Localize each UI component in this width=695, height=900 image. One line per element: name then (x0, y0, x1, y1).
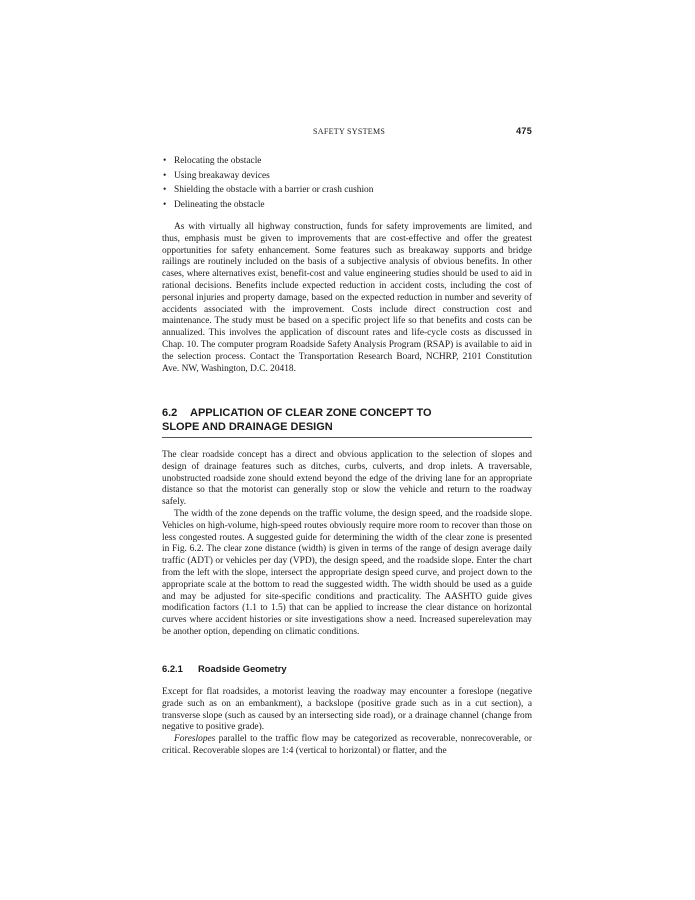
bullet-icon: • (163, 170, 167, 181)
page-number: 475 (516, 126, 532, 136)
list-item: • Using breakaway devices (162, 169, 532, 184)
section-title-line2: SLOPE AND DRAINAGE DESIGN (162, 420, 333, 433)
running-head-title: SAFETY SYSTEMS (313, 127, 386, 136)
section-heading (162, 407, 532, 438)
section-text (162, 450, 532, 639)
section-number: 6.2 (162, 407, 178, 419)
subsection-heading (162, 663, 287, 674)
list-item: • Shielding the obstacle with a barrier or crash cushion (162, 183, 532, 198)
intro-text (162, 222, 532, 375)
bullet-icon: • (163, 185, 167, 196)
paragraph: Except for flat roadsides, a motorist leaving the roadway may encounter a foreslope (negative grade such as on an embankment), a backslope (positive grade such as in a cut section), a transverse slope (such as caused by an intersecting side road), or a drainage channel (change from negative to positive grade). (162, 687, 532, 733)
section-title-line1: APPLICATION OF CLEAR ZONE CONCEPT TO (190, 407, 432, 419)
bullet-list (162, 154, 532, 212)
list-item: • Relocating the obstacle (162, 154, 532, 169)
paragraph: The width of the zone depends on the traffic volume, the design speed, and the roadside slope. Vehicles on high-volume, high-speed routes obviously require more room to recover than those on less congested routes. A suggested guide for determining the width of the clear zone is presented in Fig. 6.2. The clear zone distance (width) is given in terms of the range of design average daily traffic (ADT) or vehicles per day (VPD), the design speed, and the roadside slope. Enter the chart from the left with the slope, intersect the appropriate design speed curve, and project down to the appropriate scale at the bottom to read the suggested width. The width should be used as a guide and may be adjusted for site-specific conditions and practicality. The AASHTO guide gives modification factors (1.1 to 1.5) that can be applied to increase the clear distance on horizontal curves where accident histories or site investigations show a need. Increased superelevation may be another option, depending on climatic conditions. (162, 508, 532, 637)
paragraph: As with virtually all highway construction, funds for safety improvements are limited, and thus, emphasis must be given to improvements that are cost-effective and offer the greatest opportunities for safety enhancement. Some features such as breakaway supports and bridge railings are routinely included on the basis of a subjective analysis of obvious benefits. In other cases, where alternatives exist, benefit-cost and value engineering studies should be used to aid in rational decisions. Benefits include expected reduction in accident costs, including the cost of personal injuries and property damage, based on the expected reduction in number and severity of accidents associated with the improvement. Costs include direct construction cost and maintenance. The study must be based on a specific project life so that benefits and costs can be annualized. This involves the application of discount rates and life-cycle costs as discussed in Chap. 10. The computer program Roadside Safety Analysis Program (RSAP) is available to aid in the selection process. Contact the Transportation Research Board, NCHRP, 2101 Constitution Ave. NW, Washington, D.C. 20418. (162, 222, 532, 374)
subsection-title: Roadside Geometry (198, 663, 287, 674)
subsection-number: 6.2.1 (162, 663, 183, 674)
list-item: • Delineating the obstacle (162, 198, 532, 213)
running-head (162, 127, 532, 139)
bullet-icon: • (163, 156, 167, 166)
bullet-icon: • (163, 199, 167, 210)
subsection-text (162, 687, 532, 758)
paragraph: Foreslopes parallel to the traffic flow may be categorized as recoverable, nonrecoverable, or critical. Recoverable slopes are 1:4 (vertical to horizontal) or flatter, and the (162, 734, 532, 756)
paragraph: The clear roadside concept has a direct and obvious application to the selection of slopes and design of drainage features such as ditches, curbs, culverts, and drop inlets. A traversable, unobstructed roadside zone should extend beyond the edge of the driving lane for an appropriate distance so that the motorist can generally stop or slow the vehicle and return to the roadway safely. (162, 450, 532, 508)
italic-term: Foreslopes (174, 734, 216, 745)
